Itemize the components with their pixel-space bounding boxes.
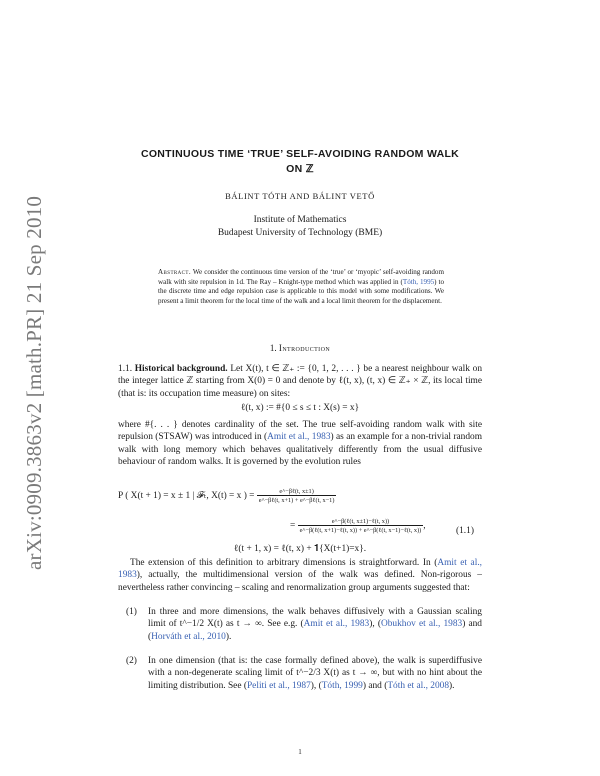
page-number: 1: [298, 748, 302, 756]
list-item-text-1: In one dimension (that is: the case formally defined above), the walk is superdiffusive with a non-degenerate scaling limit of t^−2/3 X(t) as t → ∞, but with no hint about the limiting distribution. See (: [148, 656, 482, 691]
abstract-text-2: ) to the discrete time and edge repulsion case is applicable to this model with some modifications. We present a limit theorem for the local time of the walk and a local limit theorem for the displacement.: [158, 277, 445, 305]
equation-number: (1.1): [456, 526, 474, 536]
list-item-sep-1: ), (: [369, 619, 381, 630]
equation-rhs: [290, 518, 426, 534]
citation-link[interactable]: Tóth, 1995: [402, 277, 435, 286]
title-line-1: CONTINUOUS TIME ‘TRUE’ SELF-AVOIDING RANDOM WALK: [140, 148, 460, 160]
paragraph-2: [118, 419, 482, 468]
fraction-2-denominator: e^−β(ℓ(t, x+1)−ℓ(t, x)) + e^−β(ℓ(t, x−1)−ℓ(t, x)): [299, 527, 422, 534]
subsection-title: Historical background.: [134, 364, 228, 374]
citation-link[interactable]: Amit et al., 1983: [303, 619, 370, 630]
paragraph-3: [118, 557, 482, 594]
section-number: 1.: [269, 343, 277, 353]
list-item-sep-2: ) and (: [148, 619, 482, 642]
citation-link[interactable]: Amit et al., 1983: [118, 558, 483, 581]
arxiv-identifier: arXiv:0909.3863v2 [math.PR] 21 Sep 2010: [22, 195, 46, 570]
section-title: Introduction: [278, 343, 331, 353]
equation-local-time: ℓ(t, x) := #{0 ≤ s ≤ t : X(s) = x}: [240, 403, 360, 413]
fraction-2: [298, 518, 424, 534]
citation-link[interactable]: Peliti et al., 1987: [246, 680, 311, 691]
list-item-sep-1: ), (: [310, 680, 322, 691]
fraction-1-denominator: e^−βℓ(t, x+1) + e^−βℓ(t, x−1): [258, 497, 335, 504]
equals-sign: =: [290, 521, 296, 532]
section-heading: [118, 343, 482, 353]
abstract-text-1: We consider the continuous time version of the ‘true’ or ‘myopic’ self-avoiding random walk with site repulsion in 1d. The Ray – Knight-type method which was applied in (: [158, 268, 444, 286]
citation-link[interactable]: Tóth, 1999: [321, 680, 363, 691]
subsection-number: 1.1.: [118, 364, 133, 374]
fraction-1: [257, 488, 337, 504]
paragraph-3-text-2: ), actually, the multidimensional version of the walk was defined. Non-rigorous – nevertheless rather convincing – scaling and renormalization group arguments suggested that:: [118, 570, 482, 593]
equation-comma: ,: [423, 521, 426, 532]
equation-lhs: [118, 488, 336, 504]
list-item-text-1: In three and more dimensions, the walk behaves diffusively with a Gaussian scaling limit of t^−1/2 X(t) as t → ∞. See e.g. (: [148, 607, 482, 630]
paragraph-1-text: Let X(t), t ∈ ℤ₊ := {0, 1, 2, . . . } be a nearest neighbour walk on the integer lattice ℤ starting from X(0) = 0 and denote by ℓ(t, x), (t, x) ∈ ℤ₊ × ℤ, its local time (that is: its occupation time measure) on sites:: [118, 364, 483, 399]
institute: Institute of Mathematics: [253, 215, 347, 225]
title-line-2: ON ℤ: [286, 163, 314, 175]
abstract-label: Abstract.: [158, 268, 192, 276]
paragraph-1: [118, 363, 482, 400]
transition-probability: P ( X(t + 1) = x ± 1 | 𝓕ₜ, X(t) = x ) =: [118, 491, 255, 502]
citation-link[interactable]: Horváth et al., 2010: [151, 631, 226, 642]
paragraph-3-text-1: The extension of this definition to arbitrary dimensions is straightforward. In (: [130, 558, 438, 568]
list-item-text: [148, 655, 482, 692]
list-item-text-2: ).: [449, 680, 455, 691]
paragraph-2-text-2: ) as an example for a non-trivial random walk with long memory which behaves qualitatively differently from the usual diffusive behaviour of random walks. It is governed by the evolution rules: [118, 432, 482, 467]
citation-link[interactable]: Amit et al., 1983: [267, 432, 331, 443]
list-item-label: (2): [126, 656, 137, 666]
paper-title: [118, 147, 482, 177]
list-item-label: (1): [126, 607, 137, 617]
authors: BÁLINT TÓTH AND BÁLINT VETŐ: [225, 191, 375, 201]
equation-update-rule: ℓ(t + 1, x) = ℓ(t, x) + 𝟏{X(t+1)=x}.: [233, 544, 367, 554]
list-item-text-2: ).: [225, 631, 232, 642]
paragraph-2-text-1: where #{. . . } denotes cardinality of the set. The true self-avoiding random walk with site repulsion (STSAW) was introduced in (: [118, 420, 482, 443]
fraction-1-numerator: e^−βℓ(t, x±1): [279, 488, 314, 495]
fraction-2-numerator: e^−β(ℓ(t, x±1)−ℓ(t, x)): [331, 518, 390, 525]
list-item-sep-2: ) and (: [362, 680, 388, 691]
affiliation: [118, 214, 482, 240]
university: Budapest University of Technology (BME): [217, 228, 383, 238]
citation-link[interactable]: Obukhov et al., 1983: [380, 619, 463, 630]
abstract: [158, 268, 444, 306]
citation-link[interactable]: Tóth et al., 2008: [387, 680, 450, 691]
list-item-text: [148, 606, 482, 643]
